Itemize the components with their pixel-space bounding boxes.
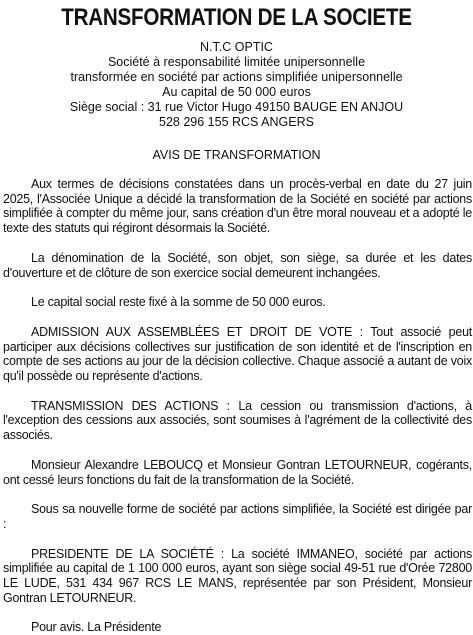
paragraph-signature: Pour avis. La Présidente [31,620,162,635]
company-rcs-number: 528 296 155 RCS ANGERS [159,115,314,129]
notice-heading: AVIS DE TRANSFORMATION [152,148,321,162]
paragraph-share-capital: Le capital social reste fixé à la somme de 50 000 euros. [31,295,326,310]
notice-title: TRANSFORMATION DE LA SOCIETE [61,4,412,31]
paragraph-president: PRESIDENTE DE LA SOCIÉTÉ : La société IMMANEO, société par actions simplifiée au capital de 1 100 000 euros, ayant son siège social 49-51 rue d'Orée 72800 LE LUDE, 531 434 967 RCS LE MANS, représentée par son Président, Monsieur Gontran LETOURNEUR. [3,546,472,605]
company-registered-office: Siège social : 31 rue Victor Hugo 49150 BAUGE EN ANJOU [69,100,404,114]
paragraph-share-transfer: TRANSMISSION DES ACTIONS : La cession ou transmission d'actions, à l'exception des cessions aux associés, sont soumises à l'agrément de la collectivité des associés. [3,398,472,443]
paragraph-admission-voting: ADMISSION AUX ASSEMBLÉES ET DROIT DE VOTE : Tout associé peut participer aux décisions collectives sur justification de son identité et de l'inscription en compte de ses actions au jour de la décision collective. Chaque associé a autant de voix qu'il possède ou représente d'actions. [3,324,472,384]
paragraph-decision: Aux termes de décisions constatées dans un procès-verbal en date du 27 juin 2025, l'Associée Unique a décidé la transformation de la Société en société par actions simplifiée à compter du même jour, sans création d'un être moral nouveau et a adopté le texte des statuts qui régiront désormais la Société. [3,177,472,236]
paragraph-unchanged-terms: La dénomination de la Société, son objet, son siège, sa durée et les dates d'ouverture et de clôture de son exercice social demeurent inchangées. [3,250,472,280]
paragraph-former-managers: Monsieur Alexandre LEBOUCQ et Monsieur Gontran LETOURNEUR, cogérants, ont cessé leurs fonctions du fait de la transformation de la Société. [3,457,472,487]
company-transformation-form: transformée en société par actions simplifiée unipersonnelle [70,70,403,84]
company-capital: Au capital de 50 000 euros [162,85,311,99]
notice-body [3,177,472,635]
company-header [0,40,473,130]
company-legal-form: Société à responsabilité limitée unipersonnelle [107,55,366,69]
company-name: N.T.C OPTIC [200,40,273,54]
paragraph-new-governance: Sous sa nouvelle forme de société par actions simplifiée, la Société est dirigée par : [3,502,472,531]
